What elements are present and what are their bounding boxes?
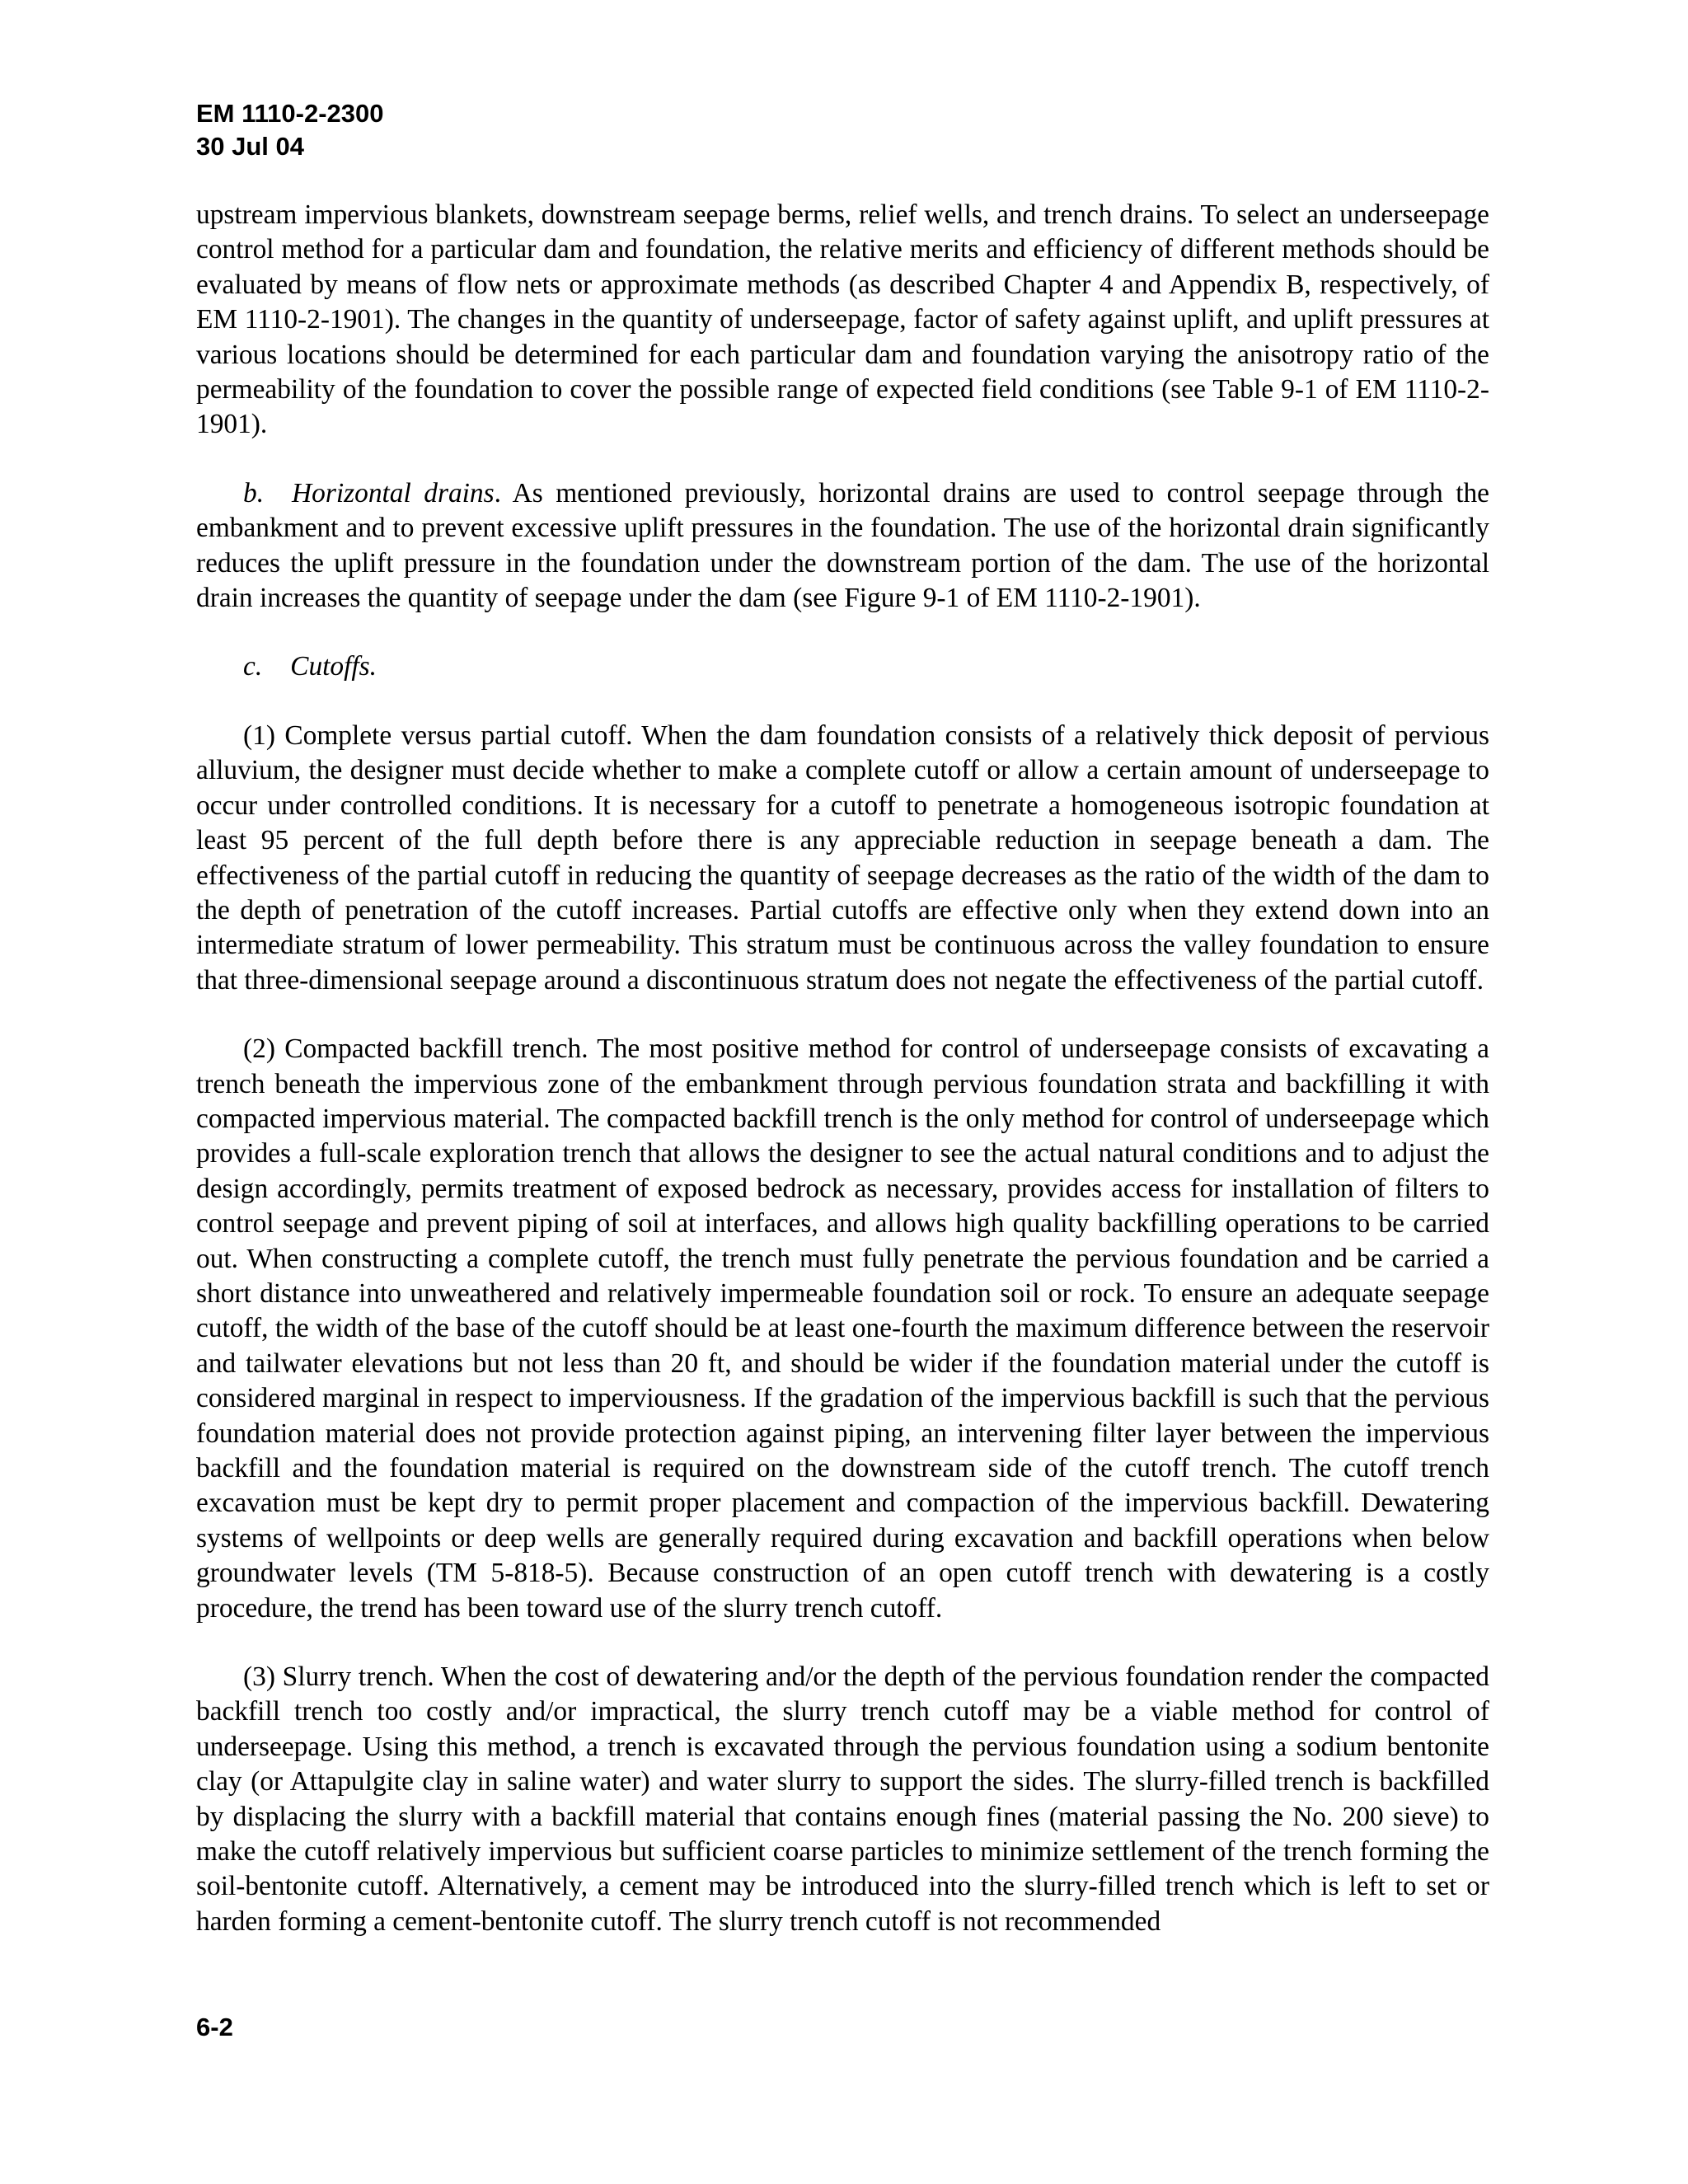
page-header [196,97,384,163]
item-label-c: c. [243,651,263,682]
paragraph-c2: (2) Compacted backfill trench. The most positive method for control of underseepage consists of excavating a trench beneath the impervious zone of the embankment through pervious foundation strata and backfilling it with compacted impervious material. The compacted backfill trench is the only method for control of underseepage which provides a full-scale exploration trench that allows the designer to see the actual natural conditions and to adjust the design accordingly, permits treatment of exposed bedrock as necessary, provides access for installation of filters to control seepage and prevent piping of soil at interfaces, and allows high quality backfilling operations to be carried out. When constructing a complete cutoff, the trench must fully penetrate the pervious foundation and be carried a short distance into unweathered and relatively impermeable foundation soil or rock. To ensure an adequate seepage cutoff, the width of the base of the cutoff should be at least one-fourth the maximum difference between the reservoir and tailwater elevations but not less than 20 ft, and should be wider if the foundation material under the cutoff is considered marginal in respect to imperviousness. If the gradation of the impervious backfill is such that the pervious foundation material does not provide protection against piping, an intervening filter layer between the impervious backfill and the foundation material is required on the downstream side of the cutoff trench. The cutoff trench excavation must be kept dry to permit proper placement and compaction of the impervious backfill. Dewatering systems of wellpoints or deep wells are generally required during excavation and backfill operations when below groundwater levels (TM 5-818-5). Because construction of an open cutoff trench with dewatering is a costly procedure, the trend has been toward use of the slurry trench cutoff. [196,1033,1489,1624]
paragraph-c3: (3) Slurry trench. When the cost of dewatering and/or the depth of the pervious foundation render the compacted backfill trench too costly and/or impractical, the slurry trench cutoff may be a viable method for control of underseepage. Using this method, a trench is excavated through the pervious foundation using a sodium bentonite clay (or Attapulgite clay in saline water) and water slurry to support the sides. The slurry-filled trench is backfilled by displacing the slurry with a backfill material that contains enough fines (material passing the No. 200 sieve) to make the cutoff relatively impervious but sufficient coarse particles to minimize settlement of the trench forming the soil-bentonite cutoff. Alternatively, a cement may be introduced into the slurry-filled trench which is left to set or harden forming a cement-bentonite cutoff. The slurry trench cutoff is not recommended [196,1661,1489,1937]
paragraph-c-heading [196,649,1489,684]
document-number: EM 1110-2-2300 [196,99,384,128]
page-number: 6-2 [196,2013,233,2041]
paragraph-intro: upstream impervious blankets, downstream seepage berms, relief wells, and trench drains. To select an underseepage control method for a particular dam and foundation, the relative merits and efficiency of different methods should be evaluated by means of flow nets or approximate methods (as described Chapter 4 and Appendix B, respectively, of EM 1110-2-1901). The changes in the quantity of underseepage, factor of safety against uplift, and uplift pressures at various locations should be determined for each particular dam and foundation varying the anisotropy ratio of the permeability of the foundation to cover the possible range of expected field conditions (see Table 9-1 of EM 1110-2-1901). [196,199,1489,440]
body-text [196,198,1489,1939]
paragraph-b-text: . As mentioned previously, horizontal drains are used to control seepage through the embankment and to prevent excessive uplift pressures in the foundation. The use of the horizontal drain significantly reduces the uplift pressure in the foundation under the downstream portion of the dam. The use of the horizontal drain increases the quantity of seepage under the dam (see Figure 9-1 of EM 1110-2-1901). [196,477,1489,614]
document-date: 30 Jul 04 [196,132,304,161]
item-label-b: b. [243,477,265,509]
paragraph-c1: (1) Complete versus partial cutoff. When the dam foundation consists of a relatively thick deposit of pervious alluvium, the designer must decide whether to make a complete cutoff or allow a certain amount of underseepage to occur under controlled conditions. It is necessary for a cutoff to penetrate a homogeneous isotropic foundation at least 95 percent of the full depth before there is any appreciable reduction in seepage beneath a dam. The effectiveness of the partial cutoff in reducing the quantity of seepage decreases as the ratio of the width of the dam to the depth of penetration of the cutoff increases. Partial cutoffs are effective only when they extend down into an intermediate stratum of lower permeability. This stratum must be continuous across the valley foundation to ensure that three-dimensional seepage around a discontinuous stratum does not negate the effectiveness of the partial cutoff. [196,719,1489,996]
paragraph-b [196,476,1489,616]
item-title-horizontal-drains: Horizontal drains [292,477,495,509]
item-title-cutoffs: Cutoffs. [290,651,377,682]
